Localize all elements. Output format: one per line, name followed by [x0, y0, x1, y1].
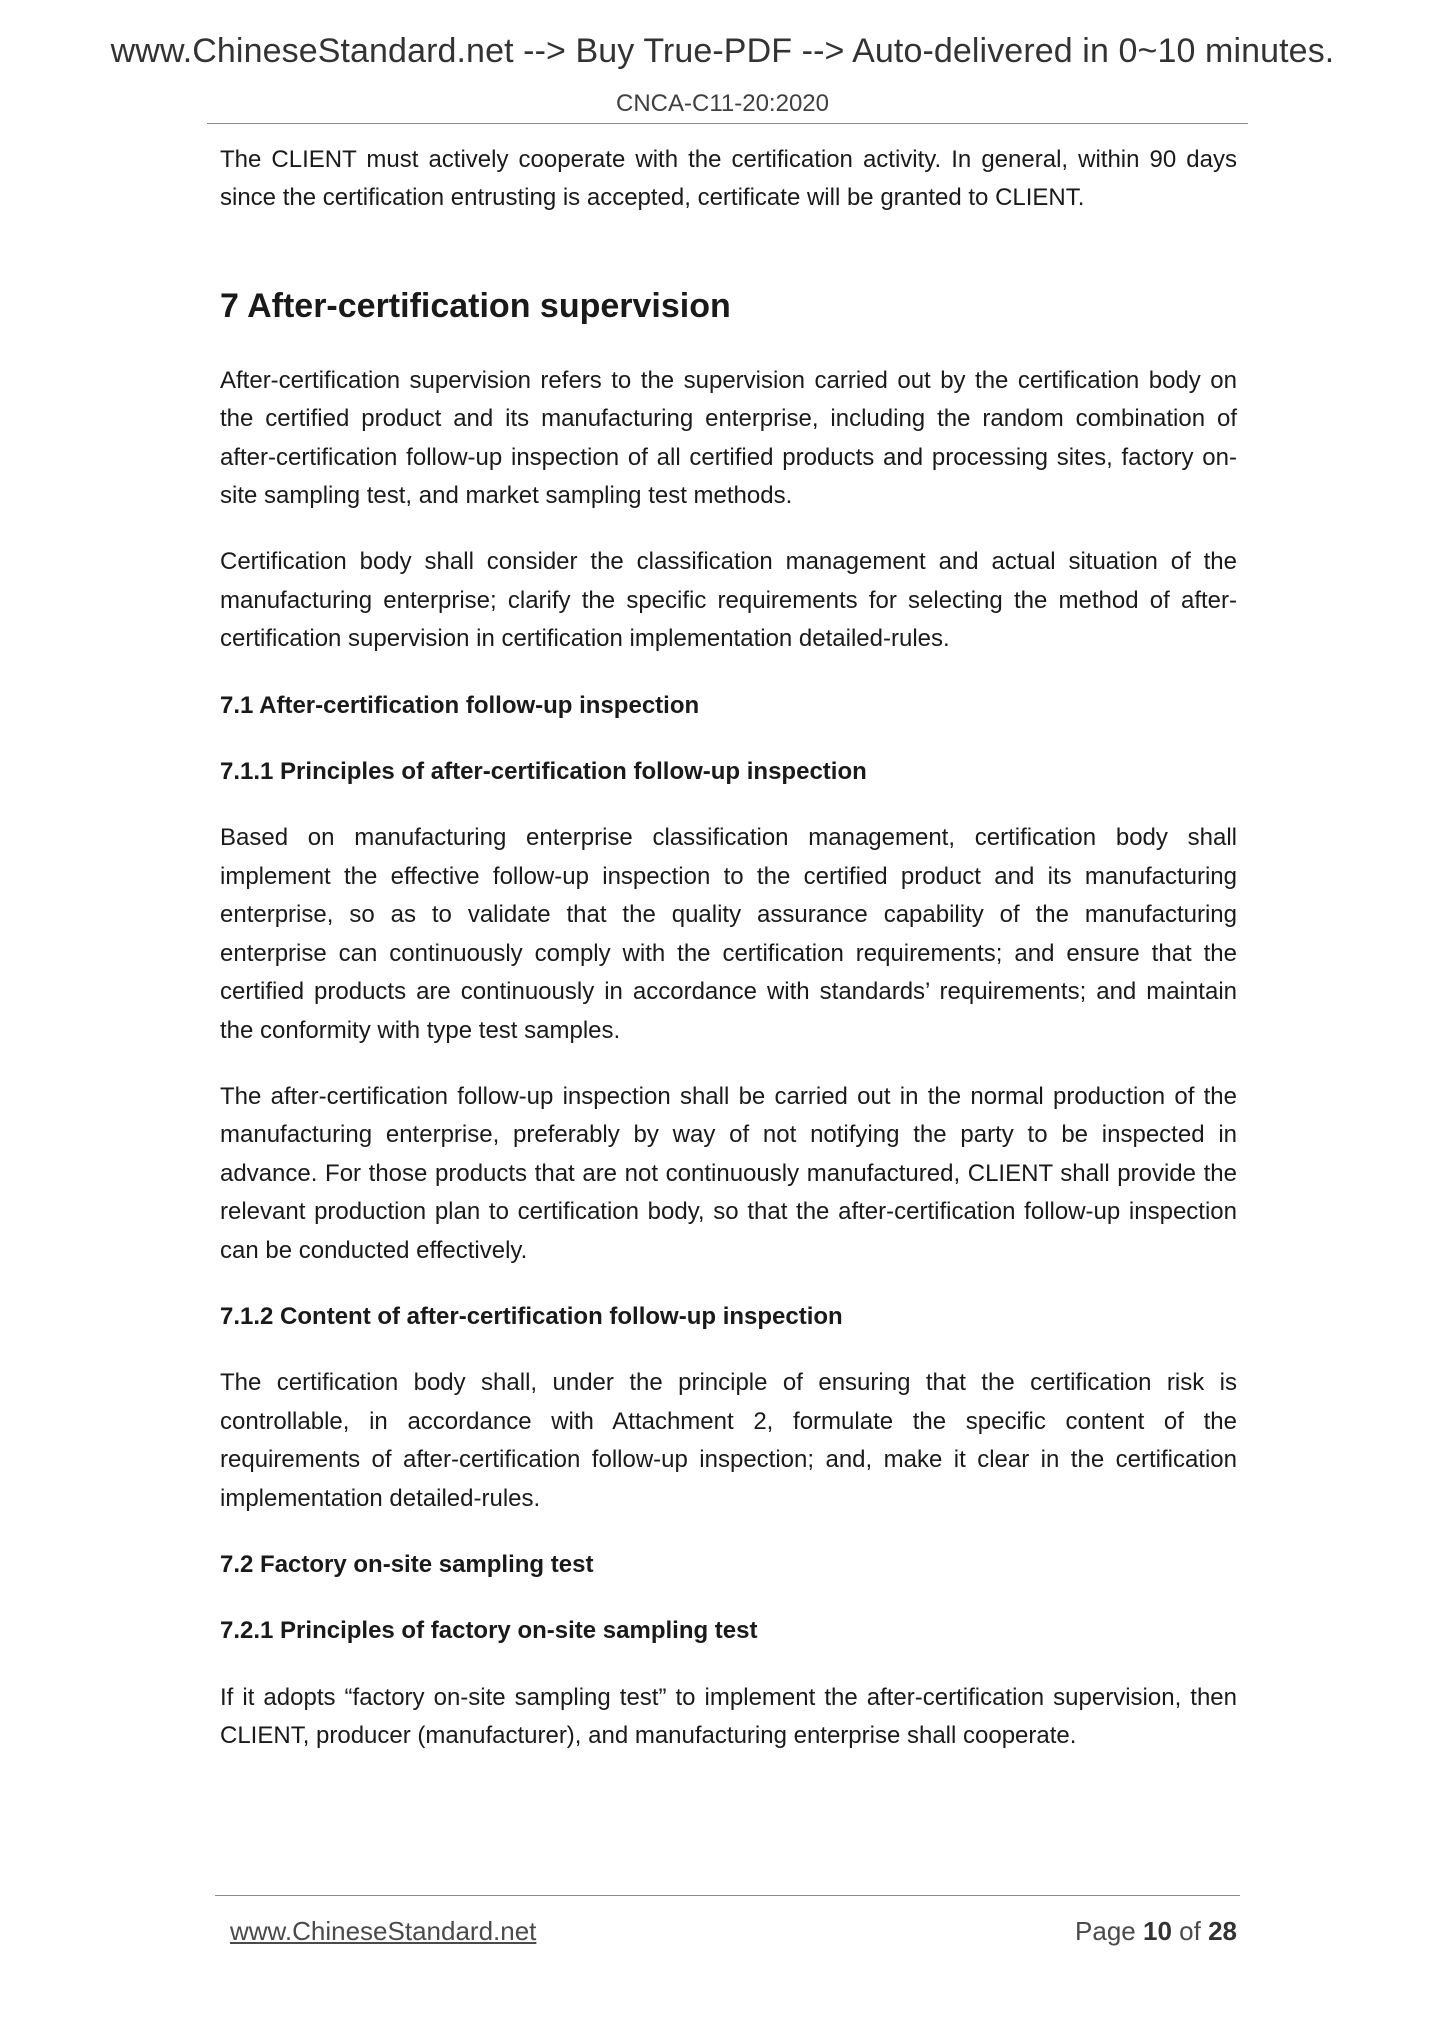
section-7-2-heading: 7.2 Factory on-site sampling test [220, 1550, 594, 1578]
section-7-1-1-heading: 7.1.1 Principles of after-certification follow-up inspection [220, 758, 867, 786]
page-of-label: of [1179, 1916, 1201, 1946]
footer-site-link[interactable]: www.ChineseStandard.net [230, 1916, 537, 1946]
section-7-1-2-paragraph-1: The certification body shall, under the principle of ensuring that the certification risk is controllable, in accordance with Attachment 2, formulate the specific content of the requirements of after-certification follow-up inspection; and, make it clear in the certification implementation detailed-rules. [220, 1369, 1237, 1512]
header-banner: www.ChineseStandard.net --> Buy True-PDF --> Auto-delivered in 0~10 minutes. [110, 32, 1335, 70]
page-content [220, 141, 1237, 1784]
section-7-1-1-paragraph-2: The after-certification follow-up inspection shall be carried out in the normal production of the manufacturing enterprise, preferably by way of not notifying the party to be inspected in advance. For those products that are not continuously manufactured, CLIENT shall provide the relevant production plan to certification body, so that the after-certification follow-up inspection can be conducted effectively. [220, 1082, 1237, 1264]
section-7-heading: 7 After-certification supervision [220, 286, 731, 325]
section-7-1-2-heading: 7.1.2 Content of after-certification follow-up inspection [220, 1302, 843, 1330]
page-number [1075, 1916, 1237, 1947]
footer-divider [215, 1895, 1240, 1896]
page-current: 10 [1143, 1916, 1172, 1946]
document-id: CNCA-C11-20:2020 [616, 90, 829, 117]
section-7-2-1-paragraph-1: If it adopts “factory on-site sampling test” to implement the after-certification supervision, then CLIENT, producer (manufacturer), and manufacturing enterprise shall cooperate. [220, 1683, 1237, 1750]
section-7-1-1-paragraph-1: Based on manufacturing enterprise classification management, certification body shall implement the effective follow-up inspection to the certified product and its manufacturing enterprise, so as to validate that the quality assurance capability of the manufacturing enterprise can continuously comply with the certification requirements; and ensure that the certified products are continuously in accordance with standards’ requirements; and maintain the conformity with type test samples. [220, 824, 1237, 1044]
section-7-paragraph-1: After-certification supervision refers to the supervision carried out by the certification body on the certified product and its manufacturing enterprise, including the random combination of after-certification follow-up inspection of all certified products and processing sites, factory on-site sampling test, and market sampling test methods. [220, 366, 1237, 510]
header-divider [207, 123, 1248, 124]
section-7-paragraph-2: Certification body shall consider the classification management and actual situation of the manufacturing enterprise; clarify the specific requirements for selecting the method of after-certification supervision in certification implementation detailed-rules. [220, 548, 1237, 653]
section-7-2-1-heading: 7.2.1 Principles of factory on-site sampling test [220, 1617, 758, 1645]
page-label: Page [1075, 1916, 1136, 1946]
section-7-1-heading: 7.1 After-certification follow-up inspection [220, 691, 700, 719]
page-total: 28 [1208, 1916, 1237, 1946]
intro-paragraph: The CLIENT must actively cooperate with the certification activity. In general, within 90 days since the certification entrusting is accepted, certificate will be granted to CLIENT. [220, 146, 1237, 212]
